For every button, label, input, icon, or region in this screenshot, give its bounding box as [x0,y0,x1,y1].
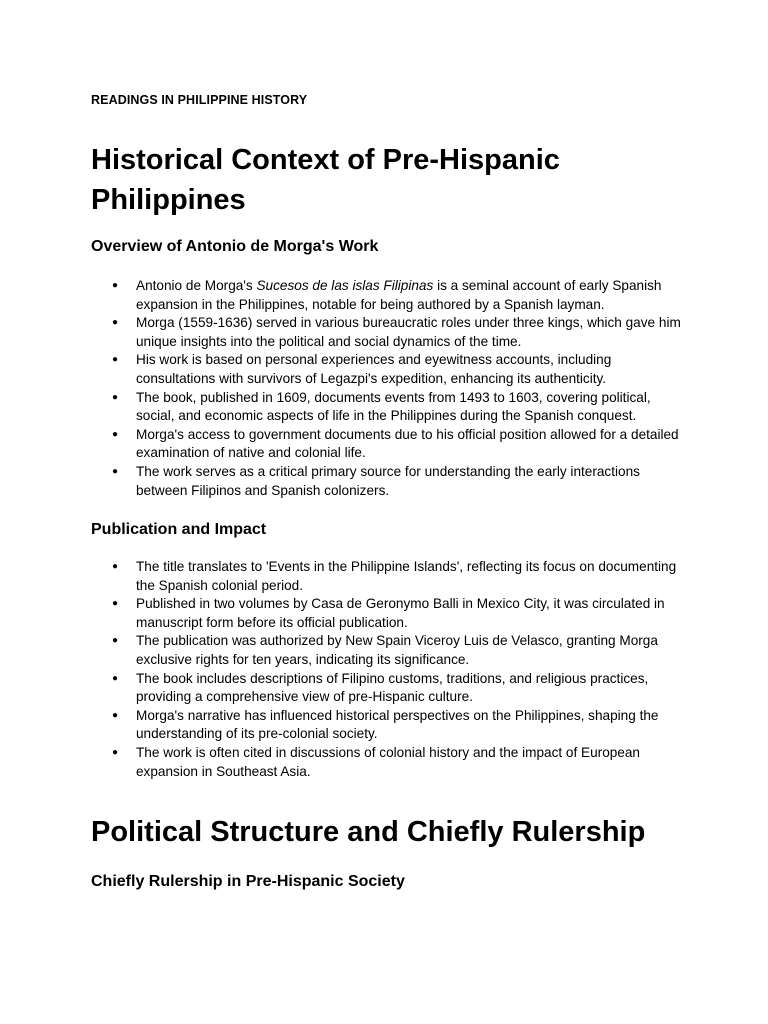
bullet-icon: ● [112,561,119,572]
list-item: ● Antonio de Morga's Sucesos de las islas Filipinas is a seminal account of early Spanish expansion in the Philippines, notable for being authored by a Spanish layman. [112,278,662,312]
bullet-icon: ● [112,354,119,366]
bullet-icon: ● [112,746,119,758]
list-item: ● Morga (1559-1636) served in various bureaucratic roles under three kings, which gave him unique insights into the political and social dynamics of the time. [112,315,681,349]
list-item: ● His work is based on personal experiences and eyewitness accounts, including consultations with survivors of Legazpi's expedition, enhancing its authenticity. [112,352,612,386]
list-item: ● Published in two volumes by Casa de Geronymo Balli in Mexico City, it was circulated in manuscript form before its official publication. [112,596,665,630]
book-title: Sucesos de las islas Filipinas [256,278,434,293]
bullet-icon: ● [112,465,119,477]
list-item: ● The book includes descriptions of Filipino customs, traditions, and religious practices, providing a comprehensive view of pre-Hispanic culture. [112,670,649,705]
bullet-icon: ● [112,317,119,329]
list-item: ● Morga's access to government documents due to his official position allowed for a detailed examination of native and colonial life. [112,426,679,461]
list-item: ● The title translates to 'Events in the Philippine Islands', reflecting its focus on documenting the Spanish colonial period. [112,559,677,593]
bullet-icon: ● [112,635,119,647]
bullet-icon: ● [112,672,119,684]
section-heading-political: Political Structure and Chiefly Rulership [91,816,646,848]
publication-list [112,558,682,781]
list-item: ● The work serves as a critical primary source for understanding the early interactions between Filipinos and Spanish colonizers. [112,463,640,498]
list-item: ● The work is often cited in discussions of colonial history and the impact of European expansion in Southeast Asia. [112,744,640,779]
bullet-icon: ● [112,280,119,291]
bullet-icon: ● [112,709,119,721]
overview-heading: Overview of Antonio de Morga's Work [91,238,379,255]
bullet-icon: ● [112,598,119,610]
bullet-icon: ● [112,428,119,440]
course-label: READINGS IN PHILIPPINE HISTORY [91,93,308,107]
list-item: ● Morga's narrative has influenced historical perspectives on the Philippines, shaping the understanding of its pre-colonial society. [112,707,659,742]
list-item: ● The publication was authorized by New Spain Viceroy Luis de Velasco, granting Morga exclusive rights for ten years, indicating its significance. [112,633,658,667]
list-item: ● The book, published in 1609, documents events from 1493 to 1603, covering political, social, and economic aspects of life in the Philippines during the Spanish conquest. [112,389,651,424]
overview-list [112,277,682,500]
bullet-icon: ● [112,391,119,403]
publication-heading: Publication and Impact [91,521,267,538]
page-title: Historical Context of Pre-Hispanic Philippines [91,144,560,216]
chiefly-subheading: Chiefly Rulership in Pre-Hispanic Society [91,873,405,890]
